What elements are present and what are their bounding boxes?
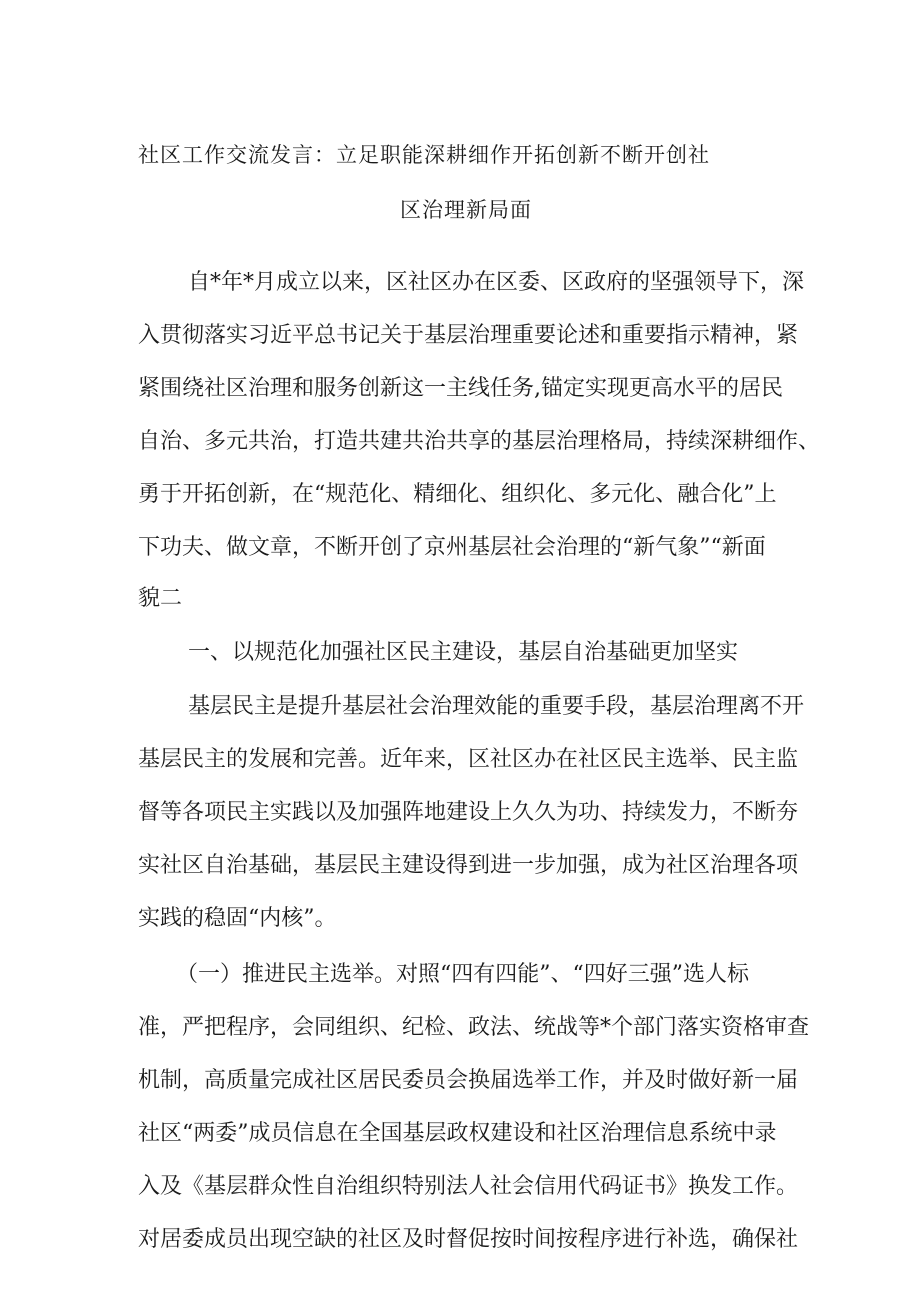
paragraph-intro-line: 自*年*月成立以来，区社区办在区委、区政府的坚强领导下，深 [188,270,805,295]
document-title-line-1: 社区工作交流发言：立足职能深耕细作开拓创新不断开创社 [138,143,710,167]
section-heading-1: 一、以规范化加强社区民主建设，基层自治基础更加坚实 [188,640,739,665]
paragraph-election-line: 准，严把程序，会同组织、纪检、政法、统战等*个部门落实资格审查 [138,1015,810,1040]
paragraph-intro-line: 紧围绕社区治理和服务创新这一主线任务,锚定实现更高水平的居民 [138,376,783,401]
paragraph-election-line: 对居委成员出现空缺的社区及时督促按时间按程序进行补选，确保社 [138,1227,799,1252]
paragraph-election-line: 机制，高质量完成社区居民委员会换届选举工作，并及时做好新一届 [138,1068,799,1093]
paragraph-democracy-line: 实社区自治基础，基层民主建设得到进一步加强，成为社区治理各项 [138,853,799,878]
paragraph-intro-line: 自治、多元共治，打造共建共治共享的基层治理格局，持续深耕细作、 [138,429,821,454]
paragraph-democracy-line: 督等各项民主实践以及加强阵地建设上久久为功、持续发力，不断夯 [138,800,799,825]
paragraph-intro-line: 勇于开拓创新，在“规范化、精细化、组织化、多元化、融合化”上 [138,482,777,507]
paragraph-election-line: 社区“两委”成员信息在全国基层政权建设和社区治理信息系统中录 [138,1121,777,1146]
paragraph-election-line: 入及《基层群众性自治组织特别法人社会信用代码证书》换发工作。 [138,1174,799,1199]
paragraph-democracy-line: 实践的稳固“内核”。 [138,906,337,931]
paragraph-democracy-line: 基层民主的发展和完善。近年来，区社区办在社区民主选举、民主监 [138,747,799,772]
document-title-line-2: 区治理新局面 [400,198,532,222]
paragraph-intro-line: 下功夫、做文章，不断开创了京州基层社会治理的“新气象”“新面 [138,535,766,560]
paragraph-intro-line: 貌二 [138,586,183,611]
paragraph-democracy-line: 基层民主是提升基层社会治理效能的重要手段，基层治理离不开 [188,694,805,719]
paragraph-intro-line: 入贯彻落实习近平总书记关于基层治理重要论述和重要指示精神，紧 [138,323,799,348]
paragraph-election-line: （一）推进民主选举。对照“四有四能”、“四好三强”选人标 [176,962,749,987]
